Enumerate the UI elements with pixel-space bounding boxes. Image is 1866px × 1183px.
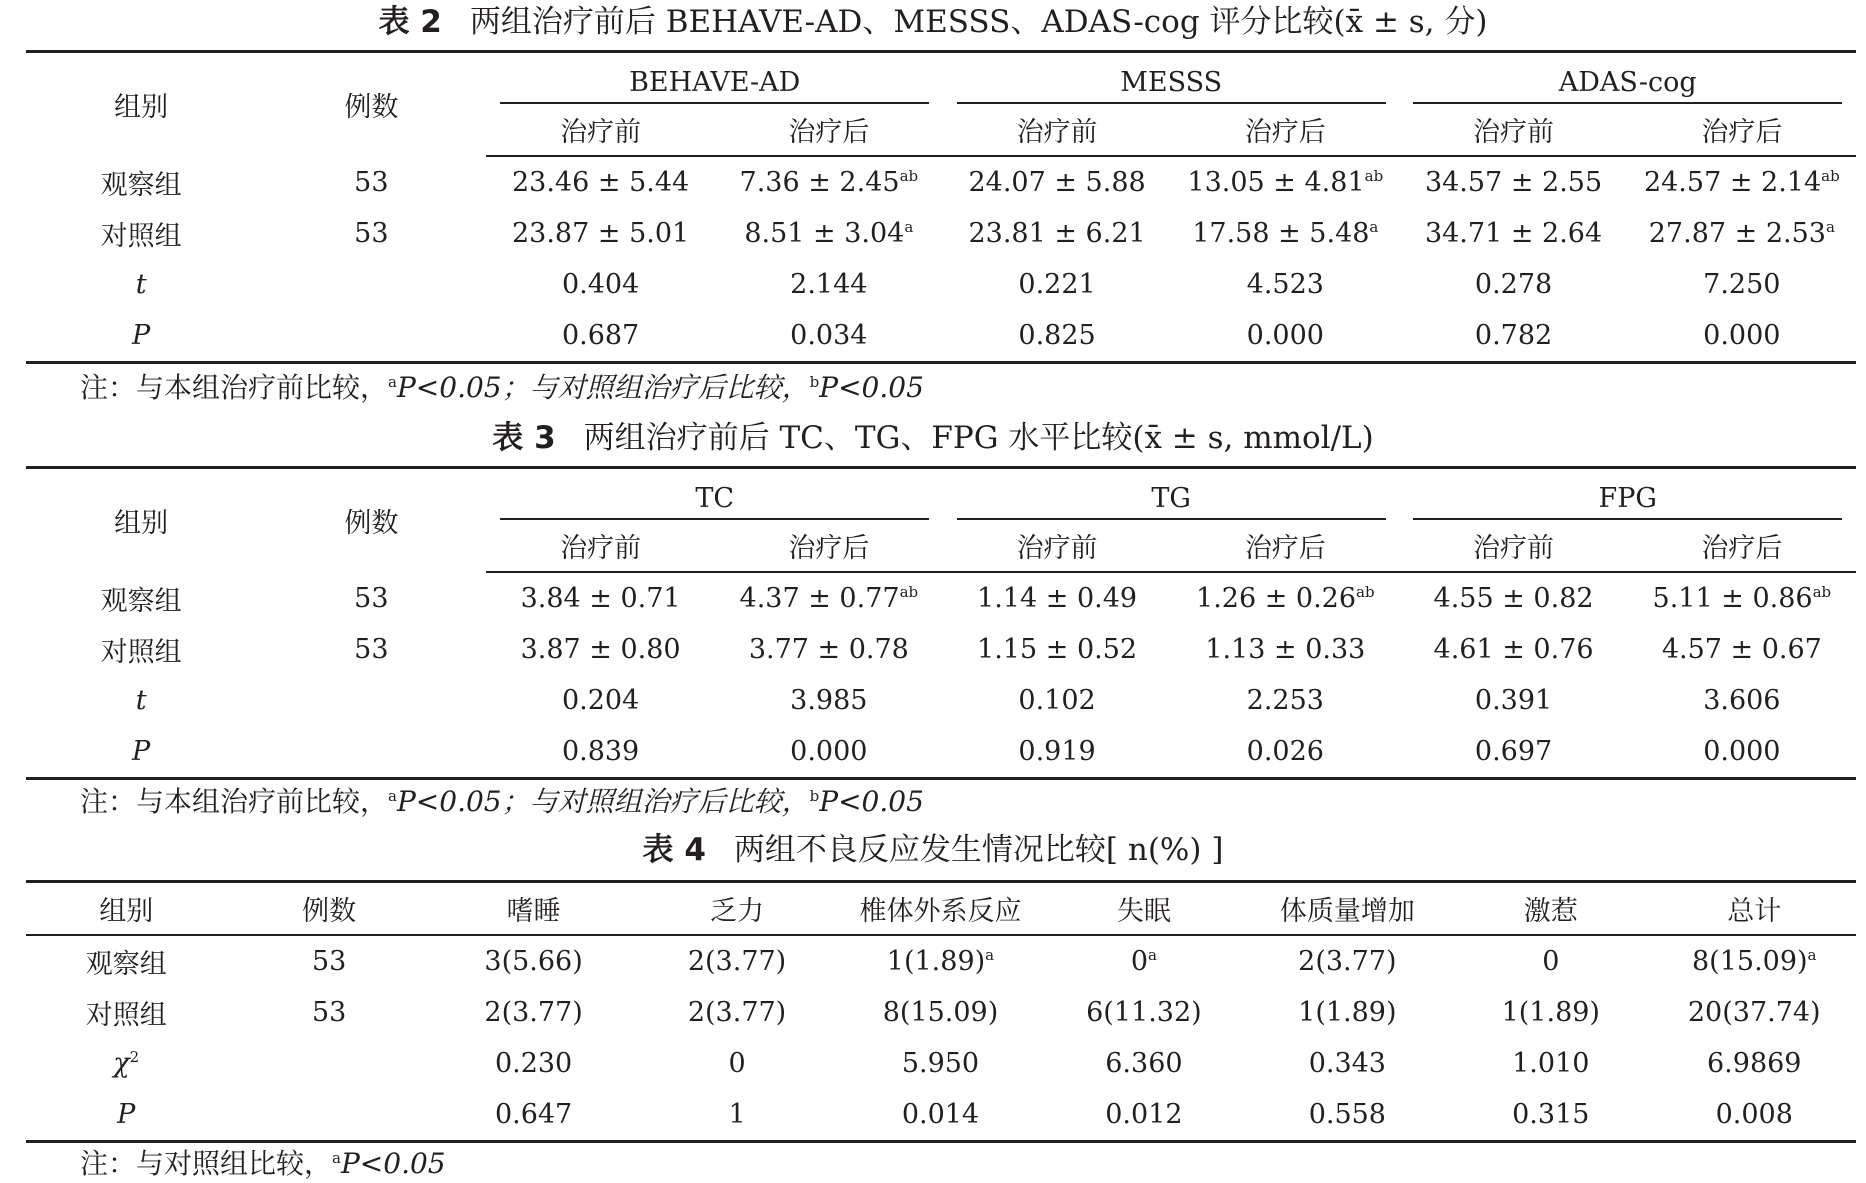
table2-header-sub: 治疗前 bbox=[943, 104, 1171, 156]
row-label: t bbox=[135, 269, 147, 300]
table2-row bbox=[26, 310, 1856, 363]
table-cell: 1.010 bbox=[1512, 1048, 1590, 1079]
table-cell: 0.221 bbox=[1018, 269, 1096, 300]
table2-caption-text: 两组治疗前后 BEHAVE-AD、MESSS、ADAS-cog 评分比较 bbox=[469, 4, 1334, 40]
row-n: 53 bbox=[354, 166, 389, 198]
table2-caption-label: 表 2 bbox=[378, 4, 442, 40]
table2-row bbox=[26, 208, 1856, 259]
table-cell: 23.46 ± 5.44 bbox=[511, 167, 690, 198]
table3-caption-label: 表 3 bbox=[492, 420, 556, 456]
table4-header-cell: 乏力 bbox=[635, 882, 838, 936]
table-cell: 3.87 ± 0.80 bbox=[520, 634, 681, 665]
row-n bbox=[256, 310, 486, 363]
table4 bbox=[26, 880, 1856, 1143]
table4-row bbox=[26, 935, 1856, 987]
table4-caption bbox=[0, 830, 1866, 870]
table-cell: 1.14 ± 0.49 bbox=[977, 583, 1138, 614]
table-cell: 0.000 bbox=[1628, 310, 1856, 363]
table-cell: 4.55 ± 0.82 bbox=[1433, 583, 1594, 614]
table-cell: 7.36 ± 2.45$^{ab}$ bbox=[739, 167, 919, 198]
table-cell: 0.647 bbox=[432, 1089, 635, 1142]
table2-header-measure: MESSS bbox=[943, 52, 1399, 105]
table3 bbox=[26, 466, 1856, 780]
table3-row bbox=[26, 624, 1856, 675]
table4-row bbox=[26, 1038, 1856, 1089]
row-label: 对照组 bbox=[100, 637, 182, 668]
table-cell: 4.523 bbox=[1246, 269, 1324, 300]
table3-header-sub: 治疗后 bbox=[715, 520, 943, 572]
row-n bbox=[226, 1038, 431, 1089]
table-cell: 8.51 ± 3.04$^a$ bbox=[744, 218, 914, 249]
table-cell: 34.71 ± 2.64 bbox=[1424, 218, 1603, 249]
table-cell: 0.230 bbox=[494, 1048, 573, 1079]
table-cell: 0.278 bbox=[1474, 269, 1553, 300]
row-n: 53 bbox=[311, 946, 347, 977]
table-cell: 0.012 bbox=[1042, 1089, 1245, 1142]
table-cell: 0.014 bbox=[839, 1089, 1042, 1142]
table3-header-measure: TC bbox=[486, 468, 942, 521]
row-n: 53 bbox=[311, 997, 347, 1028]
row-label: $\chi^2$ bbox=[113, 1048, 140, 1079]
table4-header-cell: 嗜睡 bbox=[432, 882, 635, 936]
table-cell: 4.61 ± 0.76 bbox=[1433, 634, 1594, 665]
row-label: 观察组 bbox=[100, 169, 182, 201]
row-label: P bbox=[26, 1089, 226, 1142]
table-cell: 23.81 ± 6.21 bbox=[968, 218, 1146, 249]
table-cell: 2.144 bbox=[790, 269, 868, 300]
table3-caption-text: 两组治疗前后 TC、TG、FPG 水平比较 bbox=[583, 420, 1133, 456]
table2-header-sub: 治疗后 bbox=[715, 104, 943, 156]
table2-row bbox=[26, 259, 1856, 310]
table-cell: 1.13 ± 0.33 bbox=[1205, 634, 1366, 665]
table3-header-sub: 治疗前 bbox=[943, 520, 1171, 572]
table-cell: 24.57 ± 2.14$^{ab}$ bbox=[1643, 167, 1840, 198]
table-cell: 0.919 bbox=[943, 726, 1171, 779]
table-cell: $8(15.09)^a$ bbox=[1692, 946, 1817, 977]
table-cell: 0.315 bbox=[1449, 1089, 1652, 1142]
table2-caption-stat: (x̄ ± s, 分) bbox=[1333, 4, 1488, 40]
table2 bbox=[26, 50, 1856, 364]
table2-header-sub: 治疗后 bbox=[1628, 104, 1856, 156]
table4-row bbox=[26, 1089, 1856, 1142]
table4-header-cell: 失眠 bbox=[1042, 882, 1245, 936]
table3-header-measure: FPG bbox=[1399, 468, 1856, 521]
table-cell: 0.102 bbox=[1018, 685, 1096, 716]
table2-caption bbox=[0, 2, 1866, 42]
row-label: 对照组 bbox=[100, 221, 182, 252]
table3-header-sub: 治疗前 bbox=[486, 520, 714, 572]
table-cell: 2(3.77) bbox=[687, 946, 787, 977]
table-cell: 1(1.89) bbox=[1298, 997, 1397, 1028]
table2-header-sub: 治疗前 bbox=[486, 104, 714, 156]
table-cell: 0 bbox=[728, 1048, 746, 1079]
table4-header-cell: 例数 bbox=[226, 882, 431, 936]
table4-header-cell: 体质量增加 bbox=[1246, 882, 1449, 936]
row-n: 53 bbox=[354, 582, 389, 614]
table-cell: 2(3.77) bbox=[1298, 946, 1397, 977]
table-cell: 0.558 bbox=[1246, 1089, 1449, 1142]
table-cell: 5.11 ± 0.86$^{ab}$ bbox=[1652, 583, 1832, 614]
table-cell: 23.87 ± 5.01 bbox=[511, 218, 690, 249]
table2-header-group: 组别 bbox=[26, 52, 256, 157]
table3-header-sub: 治疗前 bbox=[1399, 520, 1627, 572]
table-cell: 3.985 bbox=[790, 685, 868, 716]
table-cell: 0.404 bbox=[561, 269, 640, 300]
table-cell: 6.360 bbox=[1105, 1048, 1183, 1079]
row-n bbox=[256, 675, 486, 726]
table-cell: 7.250 bbox=[1703, 269, 1781, 300]
table-cell: 1.26 ± 0.26$^{ab}$ bbox=[1196, 583, 1375, 614]
table4-header-cell: 激惹 bbox=[1449, 882, 1652, 936]
table3-header-n: 例数 bbox=[256, 468, 486, 573]
table-cell: 24.07 ± 5.88 bbox=[968, 167, 1146, 198]
row-n: 53 bbox=[354, 634, 389, 665]
table-cell: 3.606 bbox=[1703, 685, 1781, 716]
table4-caption-text: 两组不良反应发生情况比较 bbox=[733, 832, 1106, 868]
row-n: 53 bbox=[354, 218, 389, 249]
table-cell: 34.57 ± 2.55 bbox=[1424, 167, 1603, 198]
table2-note: 注：与本组治疗前比较，$^a$P<0.05；与对照组治疗后比较，$^b$P<0.05 bbox=[80, 371, 924, 404]
table-cell: 0.204 bbox=[561, 685, 640, 716]
table-cell: 0.839 bbox=[486, 726, 714, 779]
table-cell: 0.825 bbox=[943, 310, 1171, 363]
table-cell: 6.9869 bbox=[1707, 1048, 1802, 1079]
table3-note: 注：与本组治疗前比较，$^a$P<0.05；与对照组治疗后比较，$^b$P<0.05 bbox=[80, 785, 924, 818]
table-cell: 20(37.74) bbox=[1687, 997, 1821, 1028]
table-cell: 1 bbox=[635, 1089, 838, 1142]
table-cell: 0.343 bbox=[1308, 1048, 1386, 1079]
table-cell: 13.05 ± 4.81$^{ab}$ bbox=[1187, 167, 1384, 198]
table-cell: 0.034 bbox=[715, 310, 943, 363]
table-cell: 17.58 ± 5.48$^a$ bbox=[1192, 218, 1379, 249]
table4-note: 注：与对照组比较，$^a$P<0.05 bbox=[80, 1147, 446, 1180]
table-cell: 1.15 ± 0.52 bbox=[977, 634, 1138, 665]
table-cell: 3.77 ± 0.78 bbox=[748, 634, 909, 665]
table-cell: 0.697 bbox=[1399, 726, 1627, 779]
table-cell: 0.782 bbox=[1399, 310, 1627, 363]
table-cell: 0.008 bbox=[1653, 1089, 1857, 1142]
row-label: P bbox=[26, 310, 256, 363]
table3-header-sub: 治疗后 bbox=[1628, 520, 1856, 572]
table-cell: 3.84 ± 0.71 bbox=[520, 583, 681, 614]
table2-header-n: 例数 bbox=[256, 52, 486, 157]
table2-header-measure: ADAS-cog bbox=[1399, 52, 1856, 105]
table-cell: 1(1.89) bbox=[1501, 997, 1600, 1028]
table2-header-sub: 治疗前 bbox=[1399, 104, 1627, 156]
table-cell: $1(1.89)^a$ bbox=[886, 946, 995, 977]
row-label: t bbox=[135, 685, 147, 716]
table3-caption bbox=[0, 418, 1866, 458]
table-cell: 2(3.77) bbox=[484, 997, 583, 1028]
row-label: 对照组 bbox=[85, 1000, 167, 1031]
table-cell: 6(11.32) bbox=[1086, 997, 1202, 1028]
table-cell: 5.950 bbox=[901, 1048, 980, 1079]
table-cell: 4.57 ± 0.67 bbox=[1661, 634, 1822, 665]
table4-header-cell: 总计 bbox=[1653, 882, 1857, 936]
table-cell: 2(3.77) bbox=[687, 997, 787, 1028]
table3-row bbox=[26, 572, 1856, 624]
row-label: 观察组 bbox=[85, 949, 167, 980]
row-label: P bbox=[26, 726, 256, 779]
table-cell: 0 bbox=[1542, 946, 1560, 977]
row-n bbox=[226, 1089, 431, 1142]
row-label: 观察组 bbox=[100, 585, 182, 617]
table-cell: 3(5.66) bbox=[484, 946, 583, 977]
table2-row bbox=[26, 156, 1856, 208]
table4-header-cell: 组别 bbox=[26, 882, 226, 936]
table2-header-measure: BEHAVE-AD bbox=[486, 52, 942, 105]
table3-header-measure: TG bbox=[943, 468, 1399, 521]
table-cell: 0.026 bbox=[1171, 726, 1399, 779]
table2-header-sub: 治疗后 bbox=[1171, 104, 1399, 156]
table3-row bbox=[26, 726, 1856, 779]
table-cell: 0.687 bbox=[486, 310, 714, 363]
table-cell: 0.000 bbox=[715, 726, 943, 779]
table-cell: 0.000 bbox=[1628, 726, 1856, 779]
table-cell: 2.253 bbox=[1246, 685, 1324, 716]
table4-header-cell: 椎体外系反应 bbox=[839, 882, 1042, 936]
table4-caption-stat: [ n(%) ] bbox=[1105, 832, 1224, 868]
table-cell: 27.87 ± 2.53$^a$ bbox=[1648, 218, 1835, 249]
table3-header-sub: 治疗后 bbox=[1171, 520, 1399, 572]
table-cell: 0.000 bbox=[1171, 310, 1399, 363]
table4-caption-label: 表 4 bbox=[642, 832, 706, 868]
row-n bbox=[256, 259, 486, 310]
table3-row bbox=[26, 675, 1856, 726]
table3-header-group: 组别 bbox=[26, 468, 256, 573]
table-cell: 4.37 ± 0.77$^{ab}$ bbox=[739, 583, 919, 614]
table4-row bbox=[26, 987, 1856, 1038]
table-cell: 0$^a$ bbox=[1130, 946, 1157, 977]
row-n bbox=[256, 726, 486, 779]
table-cell: 8(15.09) bbox=[882, 997, 999, 1028]
table3-caption-stat: (x̄ ± s, mmol/L) bbox=[1132, 420, 1374, 456]
table-cell: 0.391 bbox=[1474, 685, 1553, 716]
